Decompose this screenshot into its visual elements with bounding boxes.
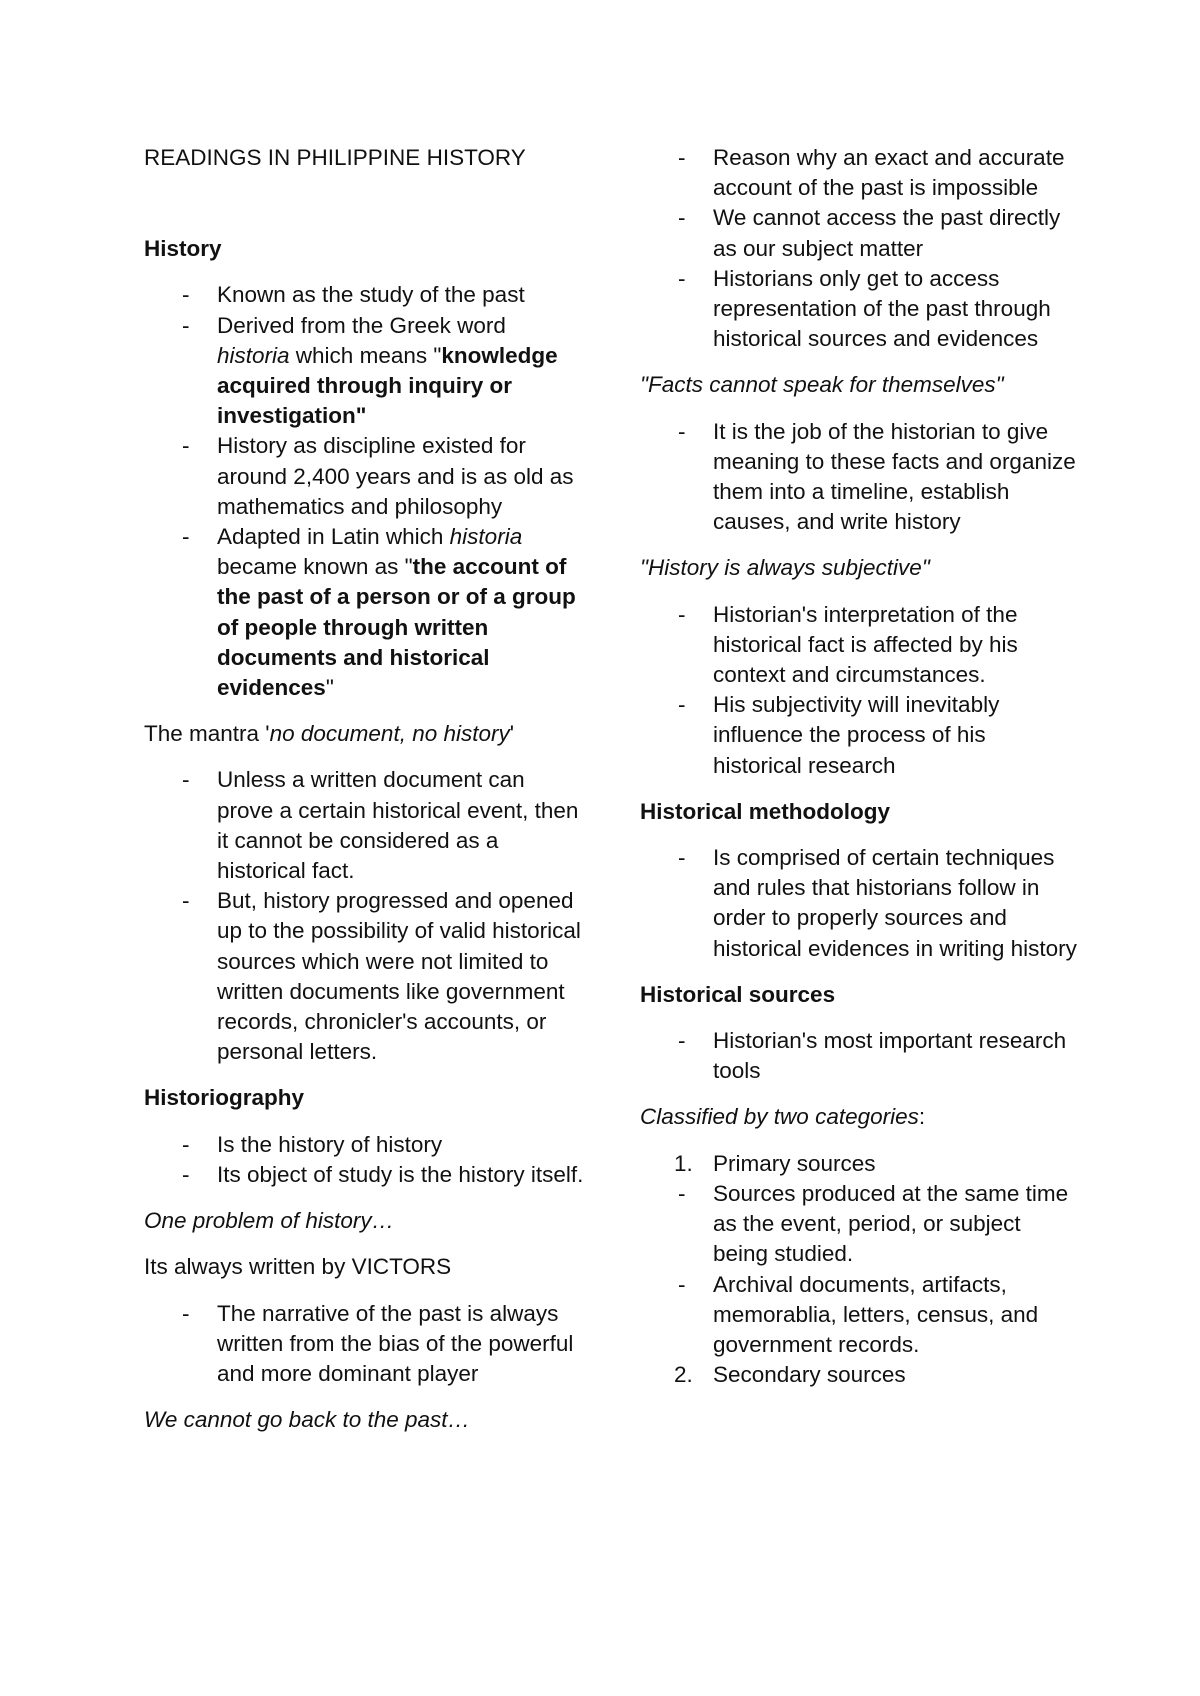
mantra-list [144, 765, 584, 1067]
dash-bullet: - [678, 845, 686, 871]
list-item: - Derived from the Greek word historia which means "knowledge acquired through inquiry or investigation" [182, 312, 558, 429]
past-list [640, 143, 1080, 354]
list-item: - But, history progressed and opened up to the possibility of valid historical sources which were not limited to written documents like government records, chronicler's accounts, or personal letters. [182, 888, 581, 1065]
sources-heading: Historical sources [640, 981, 836, 1007]
list-item: - Historian's most important research tools [678, 1028, 1067, 1084]
list-item: 2. Secondary sources [640, 1360, 1080, 1390]
sources-list [640, 1026, 1080, 1086]
right-column [640, 143, 1080, 1406]
categories-list-continued [640, 1360, 1080, 1390]
list-item: - Is comprised of certain techniques and rules that historians follow in order to properly sources and historical evidences in writing history [678, 845, 1077, 961]
list-item: - History as discipline existed for around 2,400 years and is as old as mathematics and philosophy [182, 433, 574, 519]
dash-bullet: - [182, 1131, 190, 1157]
dash-bullet: - [182, 312, 190, 338]
mantra-quote: no document, no history [269, 721, 510, 747]
list-item: - Its object of study is the history itself. [144, 1160, 584, 1190]
number-marker: 2. [674, 1362, 693, 1388]
dash-bullet: - [678, 692, 686, 718]
dash-bullet: - [182, 767, 190, 793]
historiography-list [144, 1130, 584, 1190]
victors-paragraph: Its always written by VICTORS [144, 1254, 452, 1280]
dash-bullet: - [182, 282, 190, 308]
list-item: - His subjectivity will inevitably influence the process of his historical research [678, 692, 1000, 778]
dash-bullet: - [182, 524, 190, 550]
victors-list [144, 1299, 584, 1390]
problem-of-history: One problem of history… [144, 1208, 395, 1234]
subjective-list [640, 600, 1080, 781]
historiography-heading: Historiography [144, 1085, 305, 1111]
list-item: - It is the job of the historian to give meaning to these facts and organize them into a timeline, establish causes, and write history [678, 418, 1076, 535]
categories-list [640, 1149, 1080, 1179]
list-item: - Is the history of history [144, 1130, 584, 1160]
dash-bullet: - [182, 888, 190, 914]
dash-bullet: - [678, 1271, 686, 1297]
facts-quote: "Facts cannot speak for themselves" [640, 372, 1004, 398]
dash-bullet: - [678, 1180, 686, 1206]
list-item: - Known as the study of the past [144, 280, 584, 310]
left-column [144, 143, 584, 1451]
cannot-go-back: We cannot go back to the past… [144, 1407, 471, 1433]
document-title: READINGS IN PHILIPPINE HISTORY [144, 145, 526, 170]
facts-list [640, 417, 1080, 538]
list-item: - Reason why an exact and accurate account of the past is impossible [678, 145, 1065, 201]
history-heading: History [144, 236, 222, 262]
list-item: - The narrative of the past is always written from the bias of the powerful and more dominant player [182, 1300, 574, 1386]
dash-bullet: - [678, 418, 686, 444]
dash-bullet: - [678, 145, 686, 170]
primary-sources-list [640, 1179, 1080, 1360]
mantra-paragraph: The mantra 'no document, no history' [144, 721, 515, 747]
classified-paragraph: Classified by two categories: [640, 1104, 926, 1130]
italic-term: historia [449, 524, 523, 550]
methodology-heading: Historical methodology [640, 798, 891, 824]
dash-bullet: - [678, 1028, 686, 1054]
history-list [144, 280, 584, 703]
list-item: - Unless a written document can prove a certain historical event, then it cannot be considered as a historical fact. [182, 767, 579, 884]
dash-bullet: - [182, 433, 190, 459]
italic-term: historia [217, 342, 290, 368]
list-item: - Historians only get to access representation of the past through historical sources and evidences [678, 265, 1051, 352]
dash-bullet: - [678, 265, 686, 291]
list-item: 1. Primary sources [640, 1149, 1080, 1179]
methodology-list [640, 843, 1080, 964]
list-item: - Archival documents, artifacts, memorablia, letters, census, and government records. [678, 1271, 1039, 1357]
list-item: - Sources produced at the same time as the event, period, or subject being studied. [678, 1180, 1069, 1267]
subjective-quote: "History is always subjective" [640, 555, 930, 581]
bold-definition: knowledge acquired through inquiry or investigation" [217, 342, 558, 429]
dash-bullet: - [678, 205, 686, 231]
dash-bullet: - [182, 1300, 190, 1326]
bold-definition: the account of the past of a person or of a group of people through written documents and historical evidences [217, 554, 576, 701]
list-item: - We cannot access the past directly as our subject matter [678, 205, 1061, 261]
dash-bullet: - [182, 1161, 190, 1187]
list-item: - Adapted in Latin which historia became known as "the account of the past of a person or of a group of people through written documents and historical evidences" [182, 524, 576, 701]
list-item: - Historian's interpretation of the historical fact is affected by his context and circumstances. [678, 601, 1018, 688]
dash-bullet: - [678, 601, 686, 627]
number-marker: 1. [674, 1150, 693, 1176]
